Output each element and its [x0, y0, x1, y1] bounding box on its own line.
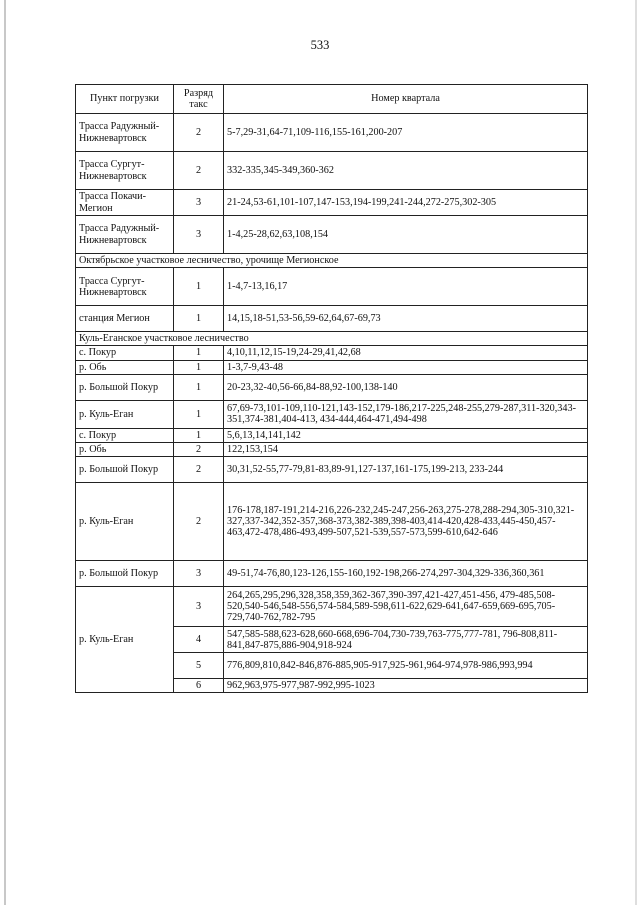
cell-point: Трасса Радужный-Нижневартовск: [76, 114, 174, 152]
table-row: [76, 360, 588, 374]
cell-point: р. Большой Покур: [76, 374, 174, 400]
cell-blocks: 332-335,345-349,360-362: [224, 152, 588, 190]
cell-point: р. Обь: [76, 443, 174, 457]
cell-rank: 1: [174, 428, 224, 442]
section-row: [76, 254, 588, 268]
cell-rank: 1: [174, 346, 224, 360]
table-row: [76, 561, 588, 587]
cell-blocks: 1-3,7-9,43-48: [224, 360, 588, 374]
cell-blocks: 547,585-588,623-628,660-668,696-704,730-739,763-775,777-781, 796-808,811-841,847-875,886-904,918-924: [224, 627, 588, 653]
table-row: [76, 457, 588, 483]
table-row: [76, 483, 588, 561]
cell-rank: 1: [174, 306, 224, 332]
cell-point: р. Куль-Еган: [76, 483, 174, 561]
section-oktyabrskoe: Октябрьское участковое лесничество, урочище Мегионское: [76, 254, 588, 268]
cell-rank: 3: [174, 587, 224, 627]
page-number: 533: [310, 38, 330, 52]
cell-point: Трасса Сургут-Нижневартовск: [76, 152, 174, 190]
header-point: Пункт погрузки: [76, 85, 174, 114]
cell-rank: 1: [174, 268, 224, 306]
cell-blocks: 1-4,7-13,16,17: [224, 268, 588, 306]
cell-point: с. Покур: [76, 428, 174, 442]
scan-edge-left: [4, 0, 6, 905]
table-row: [76, 268, 588, 306]
table-header-row: [76, 85, 588, 114]
cell-point: станция Мегион: [76, 306, 174, 332]
cell-point: р. Обь: [76, 360, 174, 374]
cell-rank: 3: [174, 190, 224, 216]
cell-rank: 6: [174, 679, 224, 693]
section-row: [76, 332, 588, 346]
cell-rank: 2: [174, 457, 224, 483]
cell-blocks: 5-7,29-31,64-71,109-116,155-161,200-207: [224, 114, 588, 152]
cell-rank: 2: [174, 114, 224, 152]
loading-points-table: [75, 84, 588, 693]
table-row: [76, 190, 588, 216]
cell-point: Трасса Сургут-Нижневартовск: [76, 268, 174, 306]
cell-blocks: 122,153,154: [224, 443, 588, 457]
table-row: [76, 443, 588, 457]
cell-rank: 3: [174, 216, 224, 254]
table-row: [76, 152, 588, 190]
cell-rank: 1: [174, 374, 224, 400]
table-row: [76, 400, 588, 428]
section-kul-egan: Куль-Еганское участковое лесничество: [76, 332, 588, 346]
cell-blocks: 5,6,13,14,141,142: [224, 428, 588, 442]
cell-blocks: 1-4,25-28,62,63,108,154: [224, 216, 588, 254]
scan-edge-right: [635, 0, 637, 905]
cell-point-merged: р. Куль-Еган: [76, 587, 174, 693]
table-row: [76, 374, 588, 400]
cell-blocks: 49-51,74-76,80,123-126,155-160,192-198,266-274,297-304,329-336,360,361: [224, 561, 588, 587]
cell-blocks: 30,31,52-55,77-79,81-83,89-91,127-137,161-175,199-213, 233-244: [224, 457, 588, 483]
cell-rank: 2: [174, 443, 224, 457]
cell-point: р. Большой Покур: [76, 561, 174, 587]
cell-rank: 1: [174, 400, 224, 428]
cell-rank: 2: [174, 483, 224, 561]
table-row: [76, 428, 588, 442]
cell-blocks: 776,809,810,842-846,876-885,905-917,925-961,964-974,978-986,993,994: [224, 653, 588, 679]
cell-point: Трасса Покачи- Мегион: [76, 190, 174, 216]
table-row: [76, 587, 588, 627]
cell-rank: 3: [174, 561, 224, 587]
cell-point: р. Куль-Еган: [76, 400, 174, 428]
cell-point: р. Большой Покур: [76, 457, 174, 483]
cell-blocks: 21-24,53-61,101-107,147-153,194-199,241-244,272-275,302-305: [224, 190, 588, 216]
cell-rank: 1: [174, 360, 224, 374]
cell-blocks: 20-23,32-40,56-66,84-88,92-100,138-140: [224, 374, 588, 400]
cell-rank: 4: [174, 627, 224, 653]
table-row: [76, 306, 588, 332]
cell-rank: 5: [174, 653, 224, 679]
table-row: [76, 346, 588, 360]
header-rank: Разряд такс: [174, 85, 224, 114]
cell-blocks: 67,69-73,101-109,110-121,143-152,179-186,217-225,248-255,279-287,311-320,343-351,374-381,404-413, 434-444,464-471,494-498: [224, 400, 588, 428]
cell-blocks: 176-178,187-191,214-216,226-232,245-247,256-263,275-278,288-294,305-310,321-327,337-342,352-357,368-373,382-389,398-403,414-420,428-433,445-450,457-463,472-478,486-493,499-507,521-539,557-573,599-610,642-646: [224, 483, 588, 561]
cell-blocks: 264,265,295,296,328,358,359,362-367,390-397,421-427,451-456, 479-485,508-520,540-546,548-556,574-584,589-598,611-622,629-641,647-659,669-695,705-729,740-762,782-795: [224, 587, 588, 627]
cell-rank: 2: [174, 152, 224, 190]
table-row: [76, 114, 588, 152]
header-blocks: Номер квартала: [224, 85, 588, 114]
cell-point: Трасса Радужный-Нижневартовск: [76, 216, 174, 254]
cell-blocks: 4,10,11,12,15-19,24-29,41,42,68: [224, 346, 588, 360]
cell-blocks: 962,963,975-977,987-992,995-1023: [224, 679, 588, 693]
cell-point: с. Покур: [76, 346, 174, 360]
table-row: [76, 216, 588, 254]
cell-blocks: 14,15,18-51,53-56,59-62,64,67-69,73: [224, 306, 588, 332]
